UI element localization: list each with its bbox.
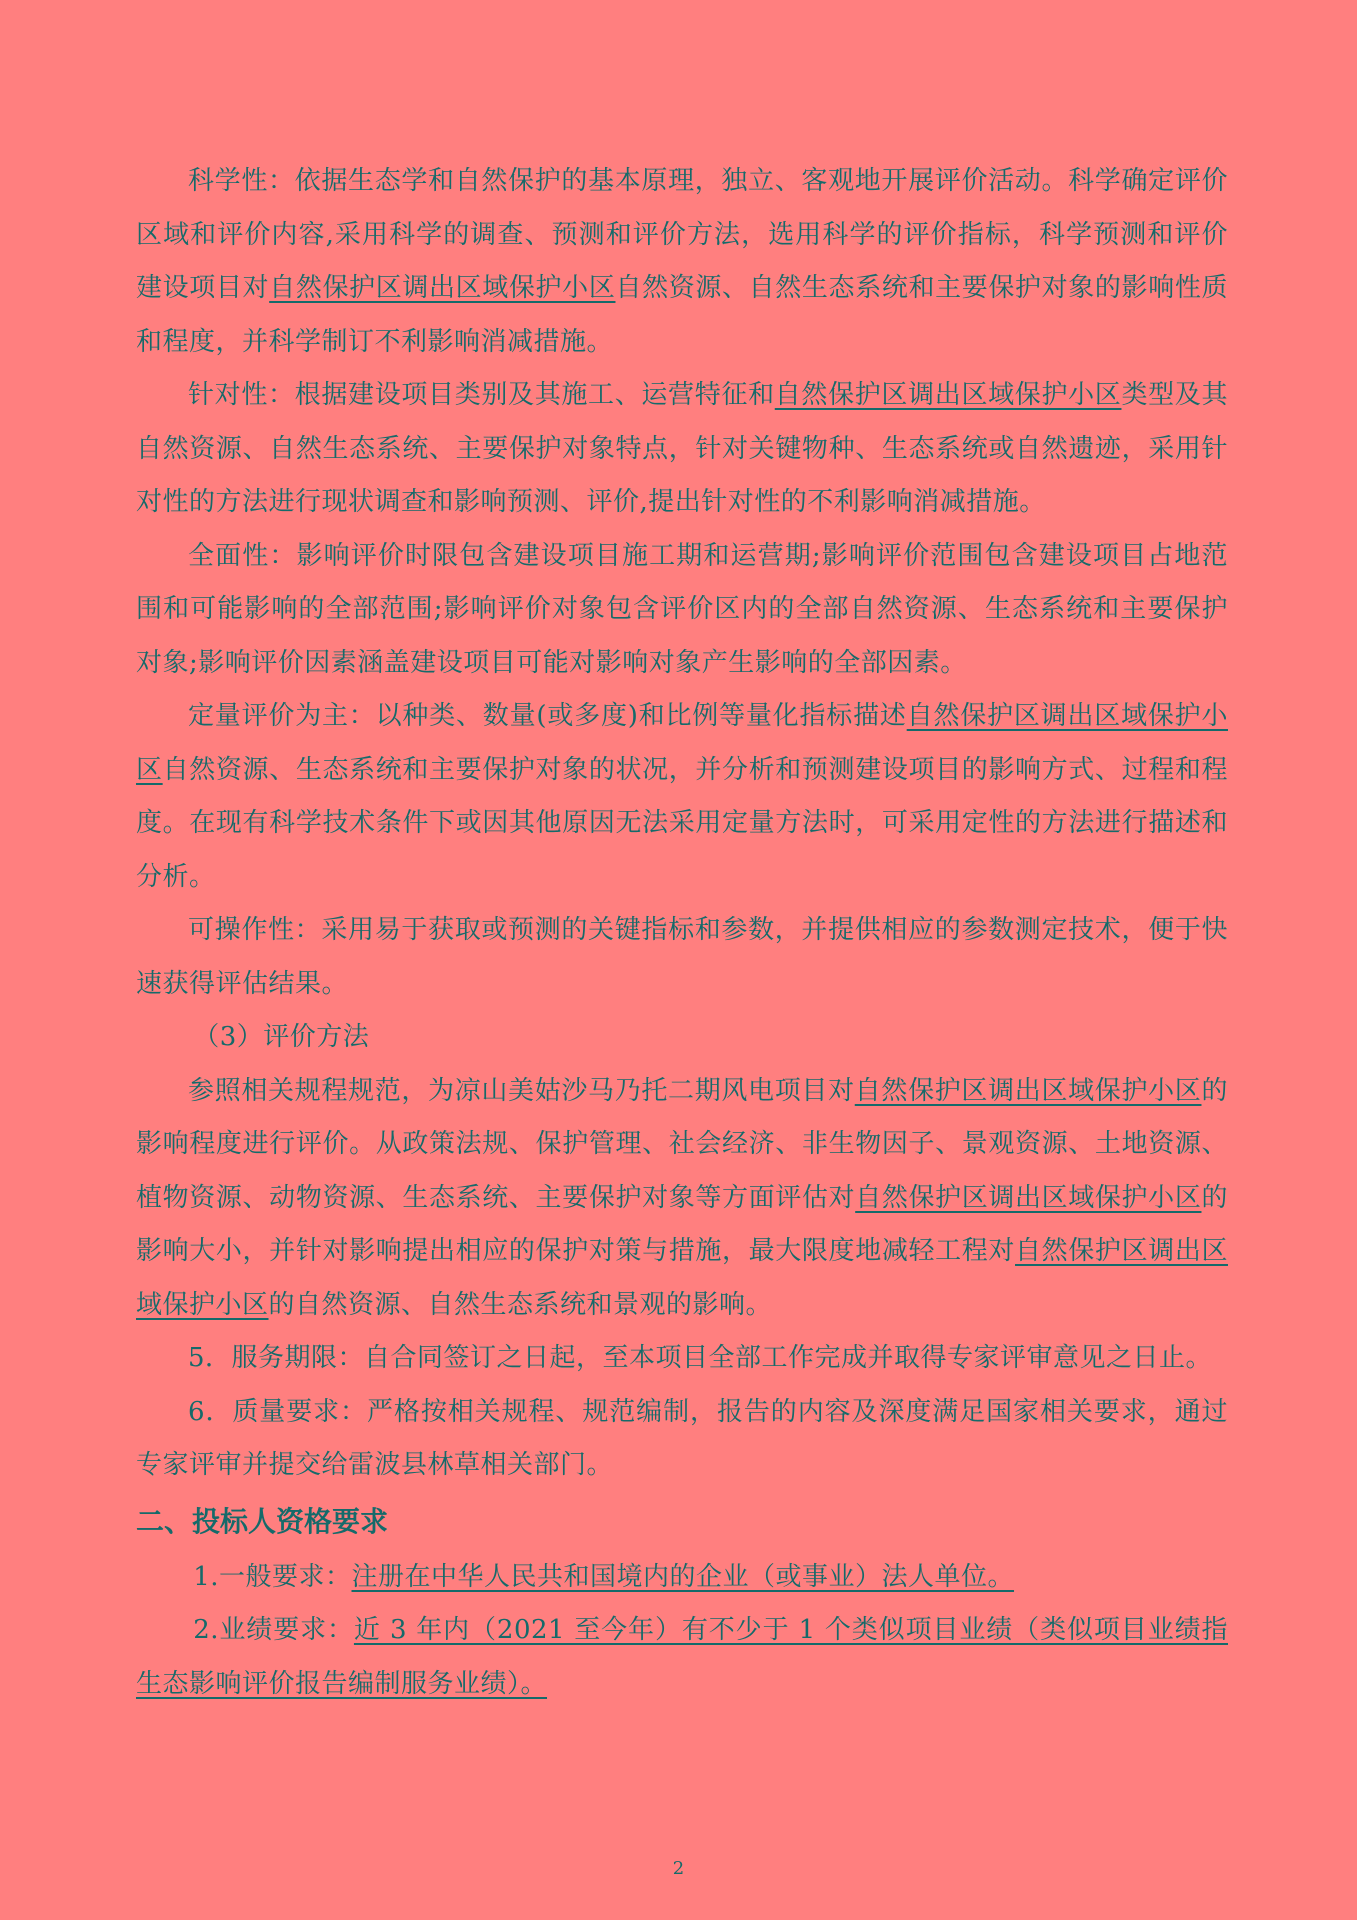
underlined-term: 自然保护区调出区域保护小区 [774, 380, 1122, 410]
paragraph-quantitative [136, 690, 1228, 904]
requirement-text: 注册在中华人民共和国境内的企业（或事业）法人单位。 [351, 1561, 1015, 1592]
text-run: 参照相关规程规范，为凉山美姑沙马乃托二期风电项目对 [188, 1075, 855, 1106]
text-run: 的自然资源、自然生态系统和景观的影响。 [268, 1289, 773, 1320]
requirement-label: 2.业绩要求： [193, 1615, 354, 1645]
underlined-term: 自然保护区调出区域保护小区 [855, 1182, 1202, 1213]
requirement-label: 1.一般要求： [193, 1561, 352, 1592]
paragraph-service-period [136, 1332, 1228, 1386]
subheading-evaluation-method [136, 1011, 1228, 1065]
requirement-text: 近 3 年内（2021 至今年）有不少于 1 个类似项目业绩（类似项目业绩指生态影响评价报告编制服务业绩）。 [136, 1615, 1228, 1699]
paragraph-quality-requirements [136, 1386, 1228, 1493]
underlined-term: 自然保护区调出区域保护小区 [269, 273, 616, 303]
underlined-term: 自然保护区调出区域保护小区 [854, 1075, 1202, 1106]
page-number: 2 [672, 1858, 685, 1879]
text-run: 针对性：根据建设项目类别及其施工、运营特征和 [188, 380, 775, 410]
document-page [136, 155, 1228, 1711]
text-run: 全面性：影响评价时限包含建设项目施工期和运营期;影响评价范围包含建设项目占地范围和可能影响的全部范围;影响评价对象包含评价区内的全部自然资源、生态系统和主要保护对象;影响评价因素涵盖建设项目可能对影响对象产生影响的全部因素。 [136, 540, 1228, 678]
underlined-term: 自然保护区调出区域保护小区 [136, 1236, 1228, 1320]
text-run: 自然资源、自然生态系统和主要保护对象的影响性质和程度，并科学制订不利影响消减措施。 [136, 273, 1228, 357]
paragraph-operability [136, 904, 1228, 1011]
paragraph-scientific [136, 155, 1228, 369]
paragraph-comprehensive [136, 530, 1228, 691]
underlined-term: 自然保护区调出区域保护小区 [136, 701, 1228, 785]
text-run: 可操作性：采用易于获取或预测的关键指标和参数，并提供相应的参数测定技术，便于快速获得评估结果。 [136, 915, 1228, 999]
text-run: （3）评价方法 [193, 1022, 370, 1052]
text-run: 5．服务期限：自合同签订之日起，至本项目全部工作完成并取得专家评审意见之日止。 [188, 1343, 1213, 1373]
text-run: 定量评价为主：以种类、数量(或多度)和比例等量化指标描述 [188, 701, 907, 731]
text-run: 6．质量要求：严格按相关规程、规范编制，报告的内容及深度满足国家相关要求，通过专家评审并提交给雷波县林草相关部门。 [136, 1396, 1228, 1480]
text-run: 科学性：依据生态学和自然保护的基本原理，独立、客观地开展评价活动。科学确定评价区域和评价内容,采用科学的调查、预测和评价方法，选用科学的评价指标，科学预测和评价建设项目对 [136, 166, 1228, 303]
requirement-general [136, 1551, 1228, 1605]
text-run: 类型及其自然资源、自然生态系统、主要保护对象特点，针对关键物种、生态系统或自然遗迹，采用针对性的方法进行现状调查和影响预测、评价,提出针对性的不利影响消减措施。 [136, 380, 1228, 517]
paragraph-evaluation-method [136, 1065, 1228, 1333]
paragraph-targeted [136, 369, 1228, 530]
text-run: 的影响大小，并针对影响提出相应的保护对策与措施，最大限度地减轻工程对 [136, 1182, 1228, 1266]
text-run: 自然资源、生态系统和主要保护对象的状况，并分析和预测建设项目的影响方式、过程和程度。在现有科学技术条件下或因其他原因无法采用定量方法时，可采用定性的方法进行描述和分析。 [136, 754, 1228, 892]
requirement-performance [136, 1604, 1228, 1711]
section-heading: 二、投标人资格要求 [136, 1504, 389, 1538]
text-run: 的影响程度进行评价。从政策法规、保护管理、社会经济、非生物因子、景观资源、土地资源、植物资源、动物资源、生态系统、主要保护对象等方面评估对 [136, 1075, 1228, 1213]
